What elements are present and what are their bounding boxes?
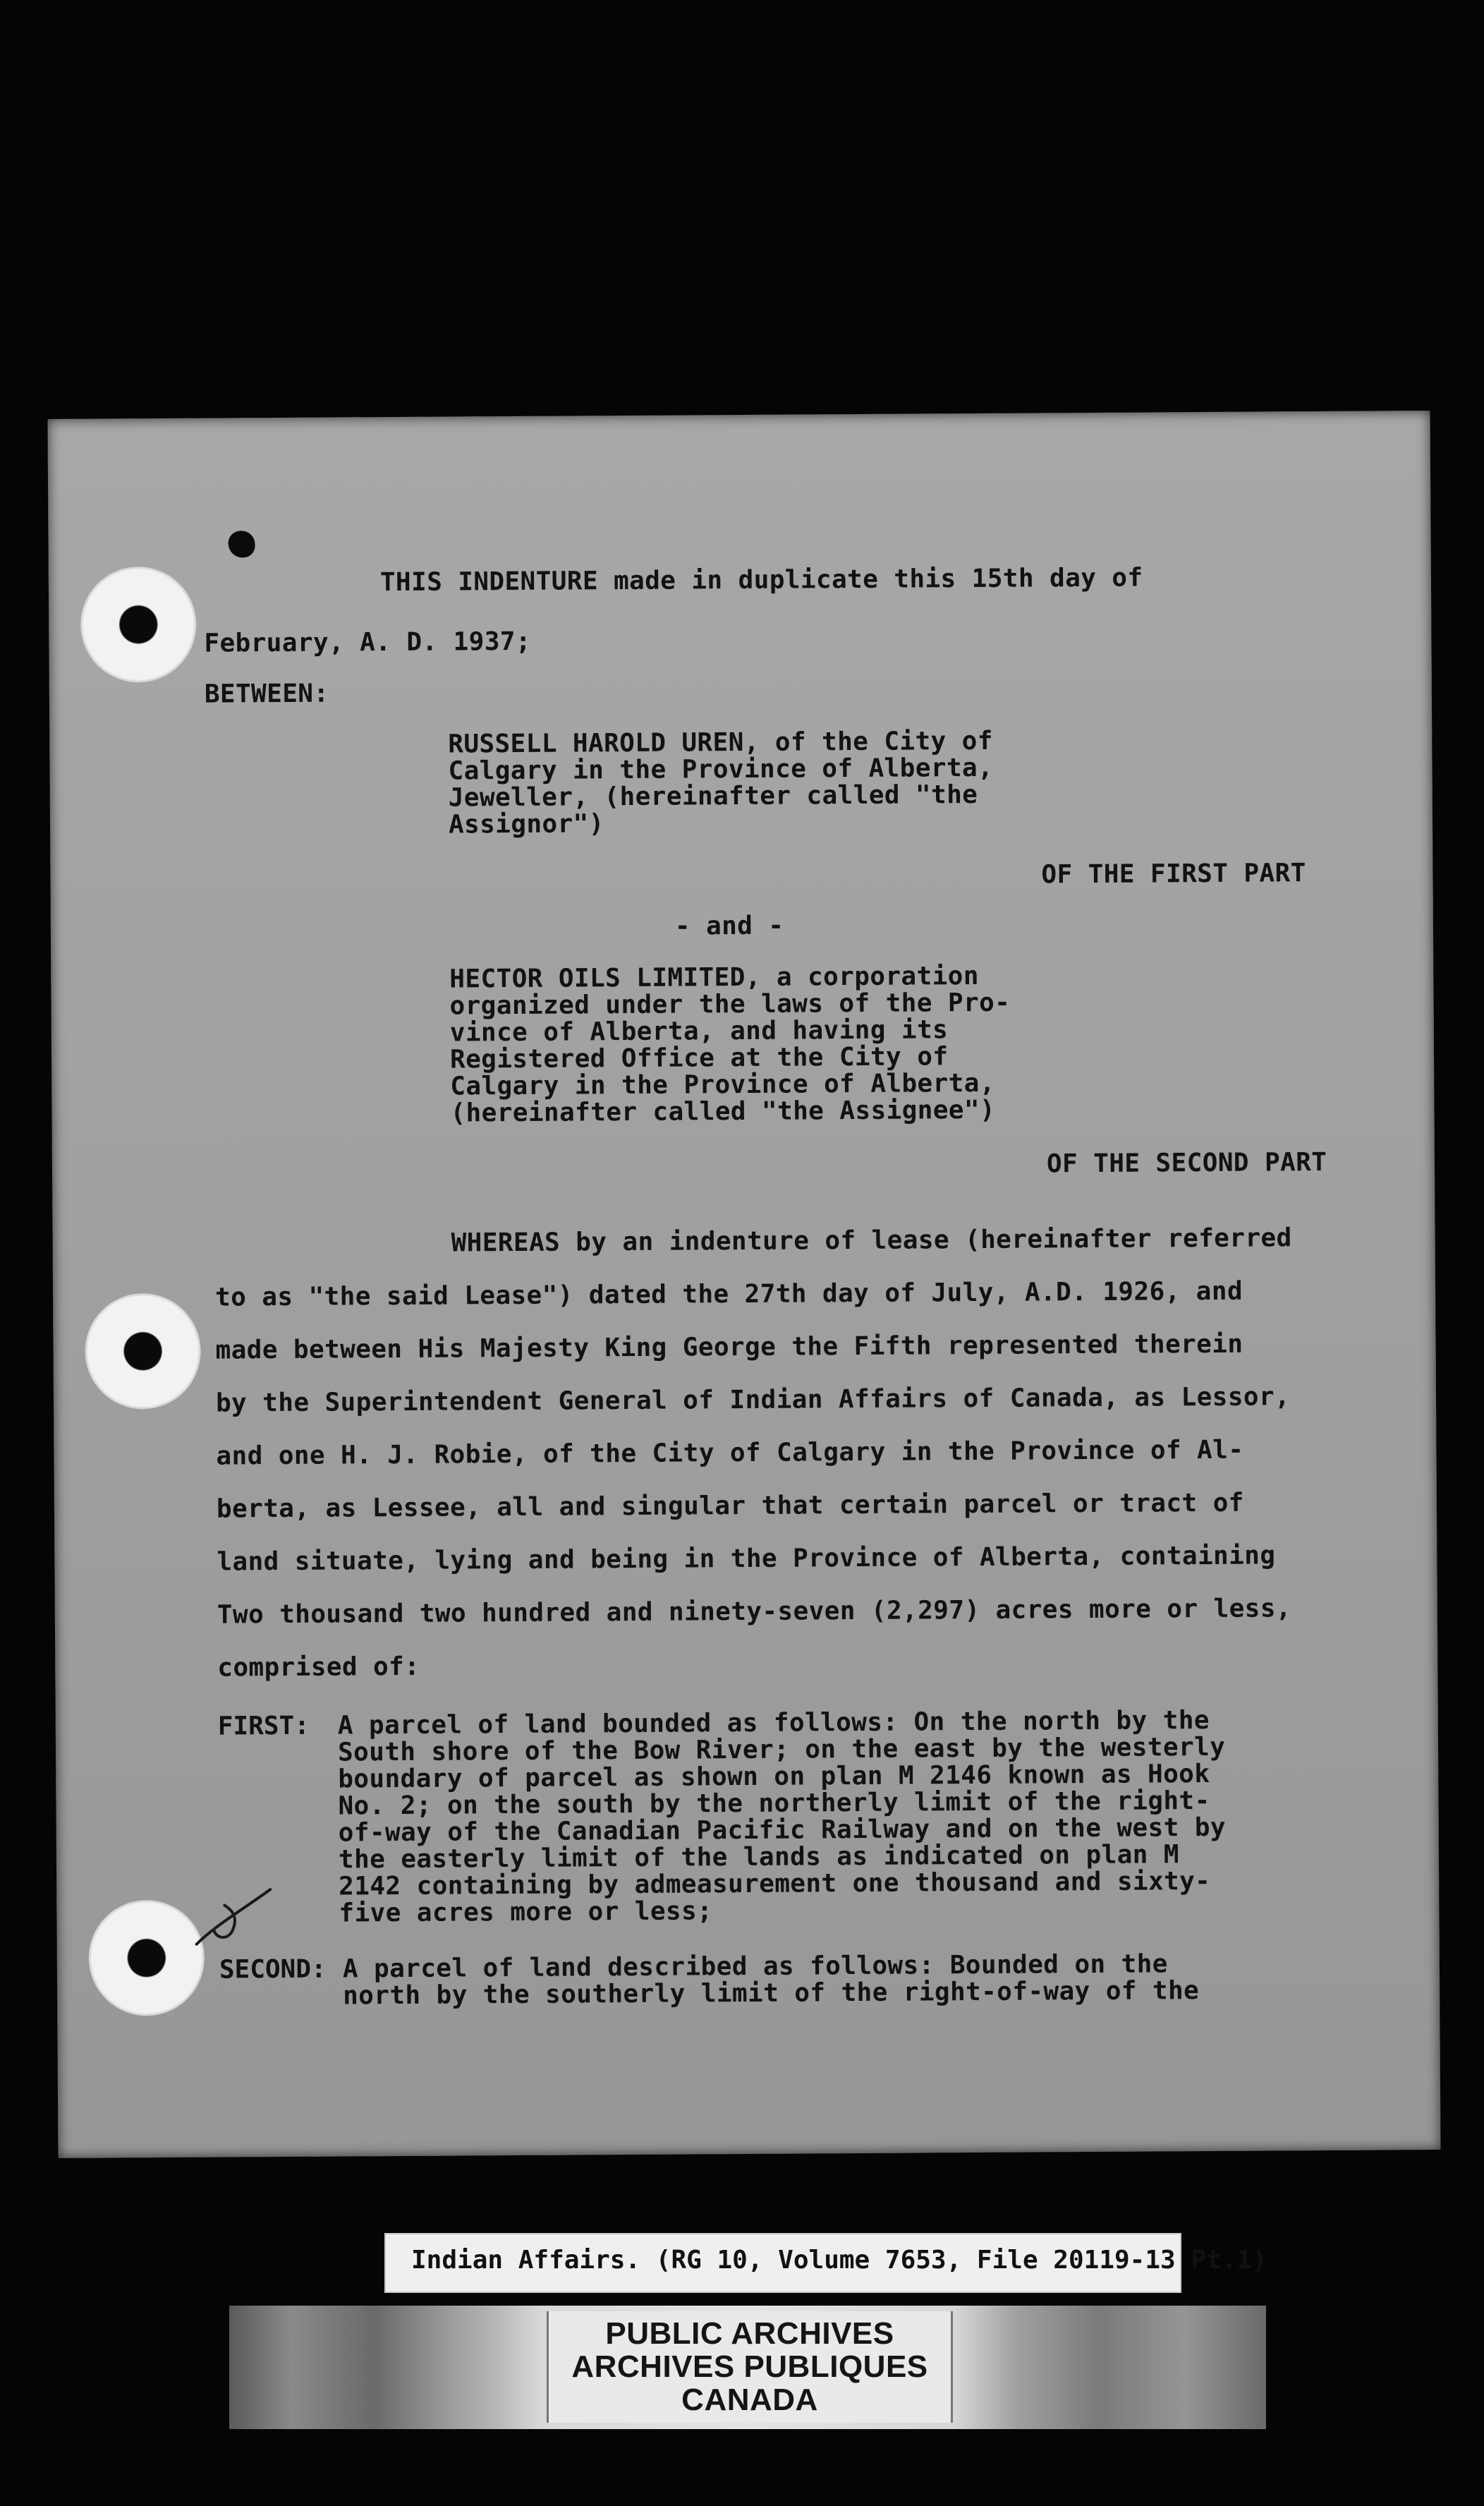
first-party-line-4: Assignor") — [448, 809, 604, 840]
first-parcel-label: FIRST: — [217, 1711, 310, 1741]
first-parcel-line-3: boundary of parcel as shown on plan M 2146 known as Hook — [338, 1759, 1210, 1794]
second-party-line-2: organized under the laws of the Pro- — [449, 988, 1011, 1021]
whereas-line-4: by the Superintendent General of Indian Affairs of Canada, as Lessor, — [215, 1382, 1291, 1418]
second-party-line-5: Calgary in the Province of Alberta, — [450, 1068, 995, 1101]
whereas-line-9: comprised of: — [217, 1652, 420, 1683]
whereas-line-6: berta, as Lessee, all and singular that certain parcel or tract of — [216, 1488, 1244, 1524]
first-parcel-line-6: the easterly limit of the lands as indicated on plan M — [338, 1840, 1180, 1875]
punch-hole-top — [80, 567, 197, 683]
first-parcel-line-4: No. 2; on the south by the northerly limit of the right- — [338, 1786, 1210, 1821]
second-parcel-label: SECOND: — [219, 1954, 327, 1985]
first-part-label: OF THE FIRST PART — [1041, 859, 1306, 890]
whereas-line-5: and one H. J. Robie, of the City of Calgary in the Province of Al- — [216, 1435, 1244, 1471]
stamp-line-1: PUBLIC ARCHIVES — [605, 2316, 894, 2351]
second-party-line-6: (hereinafter called "the Assignee") — [450, 1095, 996, 1128]
archive-citation-text: Indian Affairs. (RG 10, Volume 7653, File 20119-13 Pt.1) — [411, 2246, 1267, 2275]
second-party-line-1: HECTOR OILS LIMITED, a corporation — [449, 961, 979, 994]
first-parcel-line-1: A parcel of land bounded as follows: On the north by the — [337, 1705, 1210, 1741]
archive-stamp — [547, 2311, 953, 2423]
second-parcel-line-2: north by the southerly limit of the right-of-way of the — [343, 1976, 1200, 2011]
intro-line-2: February, A. D. 1937; — [204, 626, 532, 658]
archive-citation-label — [384, 2233, 1267, 2293]
stamp-line-3: CANADA — [681, 2383, 818, 2417]
and-separator: - and - — [674, 911, 784, 941]
first-party-line-1: RUSSELL HAROLD UREN, of the City of — [448, 726, 994, 759]
archive-stamp-bar — [229, 2306, 1266, 2429]
between-label: BETWEEN: — [204, 679, 329, 709]
whereas-line-1: WHEREAS by an indenture of lease (hereinafter referred — [451, 1223, 1292, 1258]
second-part-label: OF THE SECOND PART — [1046, 1147, 1327, 1179]
whereas-line-3: made between His Majesty King George the Fifth represented therein — [215, 1329, 1243, 1365]
second-parcel-line-1: A parcel of land described as follows: Bounded on the — [342, 1949, 1168, 1984]
whereas-line-2: to as "the said Lease") dated the 27th day of July, A.D. 1926, and — [214, 1276, 1243, 1312]
first-parcel-line-2: South shore of the Bow River; on the east by the westerly — [337, 1732, 1226, 1767]
ink-blot — [228, 531, 255, 557]
first-parcel-line-5: of-way of the Canadian Pacific Railway and on the west by — [338, 1812, 1227, 1848]
first-parcel-line-7: 2142 containing by admeasurement one thousand and sixty- — [339, 1866, 1211, 1901]
punch-hole-middle — [85, 1293, 201, 1410]
document-page — [47, 411, 1440, 2158]
second-party-line-4: Registered Office at the City of — [449, 1042, 949, 1075]
whereas-line-7: land situate, lying and being in the Province of Alberta, containing — [217, 1541, 1276, 1577]
handwritten-mark — [182, 1877, 288, 1955]
stamp-line-2: ARCHIVES PUBLIQUES — [571, 2349, 928, 2384]
second-party-line-3: vince of Alberta, and having its — [449, 1015, 949, 1048]
first-party-line-3: Jeweller, (hereinafter called "the — [448, 780, 978, 813]
whereas-line-8: Two thousand two hundred and ninety-seven (2,297) acres more or less, — [217, 1594, 1292, 1630]
intro-line-1: THIS INDENTURE made in duplicate this 15th day of — [379, 563, 1143, 598]
first-party-line-2: Calgary in the Province of Alberta, — [448, 753, 994, 786]
first-parcel-line-8: five acres more or less; — [339, 1896, 713, 1928]
